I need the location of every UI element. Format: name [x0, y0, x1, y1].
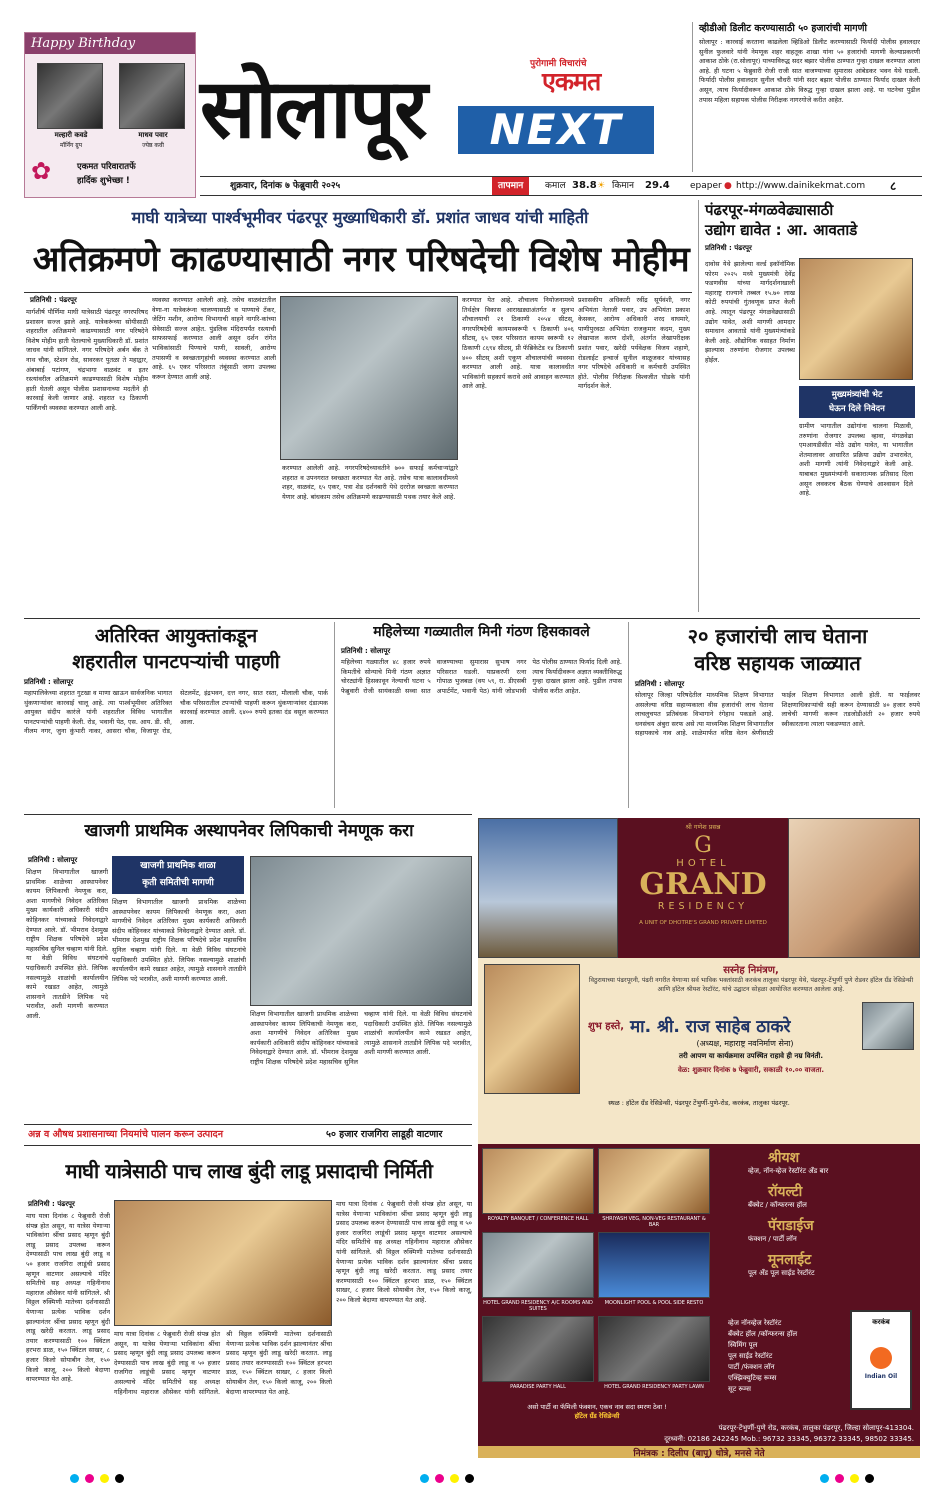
birthday-photo-1	[37, 63, 103, 129]
chief-guest-name: मा. श्री. राज साहेब ठाकरे	[630, 1017, 791, 1037]
ladu-banner	[24, 1124, 472, 1146]
lach-headline-1: २० हजारांची लाच घेताना	[687, 624, 868, 648]
chief-guest-role: (अध्यक्ष, महाराष्ट्र नवनिर्माण सेना)	[696, 1039, 794, 1048]
royalty-photo	[482, 1148, 594, 1214]
birthday-photo-2	[119, 63, 185, 129]
family-note	[482, 1402, 712, 1420]
venue-1-title: श्रीयश	[768, 1150, 800, 1166]
ladu-photo	[114, 1200, 332, 1326]
mini-byline: प्रतिनिधी : सोलापूर	[341, 647, 391, 655]
khajgi-byline: प्रतिनिधी : सोलापूर	[28, 856, 78, 864]
moonlight-photo	[598, 1232, 710, 1298]
khajgi-tag-2: कृती समितीची मागणी	[142, 878, 214, 888]
lach-story	[628, 622, 920, 808]
fuel-place: करकंब	[872, 1318, 890, 1326]
main-photo	[280, 296, 458, 460]
hotel-address: पंढरपूर-टेंभुर्णी-पुणे रोड, करकंब, तालुका पंढरपूर, जिल्हा सोलापूर-413304.	[718, 1424, 914, 1432]
feature-item: पार्टी /फंक्शन लॉन	[728, 1363, 775, 1371]
event-venue: स्थळ : हॉटेल ग्रँड रेसिडेन्सी, पंढरपूर टेंभुर्णी-पुणे-रोड, करकंब, तालुका पंढरपूर.	[608, 1099, 790, 1107]
feature-item: पूल साईड रेस्टॉरंट	[728, 1352, 773, 1360]
ladu-banner-right: ५० हजार राजगिरा लाडूही वाटणार	[326, 1129, 443, 1140]
invite-body: विठुरायाच्या पंढरपूरनी, पंढरी नगरीत येणाऱ्या सर्व भाविक भक्तांसाठी करकंब तालुका पंढरपूर येथे, पंढरपूर-टेंभुर्णी पुणे रोडवर हॉटेल ग्रँड रेसिडेन्सी आणि हॉटेल श्रीयश रेस्टॉरंट, यांचे उद्घाटन सोहळा आयोजित करण्यात आलेला आहे.	[588, 977, 914, 993]
hotel-photo-grid	[482, 1148, 712, 1404]
ekmat-tagline: पुरोगामी विचारांचे	[530, 59, 587, 69]
udyog-body-2: ग्रामीण भागातील उद्योगांना चालना मिळावी, तरुणांना रोजगार उपलब्ध व्हावा, मंगळवेढा एमआयडीसीत मोठे उद्योग यावेत, या भागातील शेतमालावर आधारित प्रक्रिया उद्योग उभारावेत, अशी मागणी त्यांनी निवेदनाद्वारे केली आहे. याबाबत मुख्यमंत्र्यांनी सकारात्मक प्रतिसाद दिला असून लवकरच बैठक घेण्याचे आश्वासन दिले आहे.	[799, 422, 913, 498]
birthday-name-2: माधव पवार	[138, 131, 168, 139]
hotel-label: HOTEL	[676, 858, 730, 869]
panta-story	[24, 622, 328, 808]
residency-caption: HOTEL GRAND RESIDENCY A/C ROOMS AND SUITES	[483, 1300, 593, 1312]
venue-3-title: पॅराडाईज	[768, 1218, 814, 1234]
paradise-caption: PARADISE PARTY HALL	[510, 1384, 566, 1390]
registration-dots-left	[70, 1474, 124, 1483]
birthday-box	[24, 32, 196, 198]
udyog-story	[698, 200, 920, 612]
ganesh-badge: श्री गणेश प्रसन्न	[685, 823, 721, 831]
main-col-4: करण्यात येत आहे. शौचालय नियोजनामध्ये तिर्थक्षेत्र विकास आराखड्याअंतर्गत व सुलभ शौचालयाची २१ ठिकाणी २०५४ सीटस्, नगरपरिषदेची कायमस्वरूपी ९ ठिकाणी ४०६ सीटस्, ६५ एकर परिसरात कायम स्वरूपी १२ ठिकाणी ८६९४ सीटस्, प्री फॅब्रिकेटेड १४ ठिकाणी ४०० सीटस् अशी एकूण शौचालयांची व्यवस्था करण्यात आली आहे. यात्रा कालावधीत भाविकांनी सहकार्य करावे असे आवाहन करण्यात आले आहे.	[462, 296, 574, 391]
guest-inset-photo	[862, 1002, 914, 1050]
hotel-grand: GRAND	[639, 867, 767, 902]
udyog-caption-1: मुख्यमंत्र्यांची भेट	[831, 390, 883, 400]
lawn-caption: HOTEL GRAND RESIDENCY PARTY LAWN	[604, 1384, 704, 1390]
hotel-phone: दूरध्वनी: 02186 242245 Mob.: 96732 33345, 96372 33345, 98502 33345.	[664, 1435, 914, 1443]
birthday-role-1: मॉर्निंग ग्रुप	[59, 142, 83, 149]
feature-item: एक्झिक्युटिव्ह रूम्स	[728, 1374, 777, 1382]
venue-2-sub: बँक्वेट / कॉन्फरन्स हॉल	[748, 1201, 807, 1209]
royalty-caption: ROYALTY BANQUET / CONFERENCE HALL	[487, 1216, 589, 1222]
feature-item: व्हेज नॉनव्हेज रेस्टॉरंट	[728, 1319, 782, 1327]
birthday-name-1: मल्हारी कवडे	[54, 131, 88, 139]
residency-photo	[482, 1232, 594, 1298]
venue-3-sub: फंक्शन / पार्टी लॉन	[748, 1235, 797, 1243]
feature-list	[728, 1318, 848, 1395]
lach-body: सोलापूर जिल्हा परिषदेतील माध्यमिक शिक्षण विभागात असलेल्या वरिष्ठ सहाय्यकाला वीस हजारांची लाच घेताना लाचलुचपत प्रतिबंधक विभागाने रंगेहाथ पकडले आहे. धनसंचय अंबुरा सरफ असे त्या माध्यमिक शिक्षण विभागातील सहायकाचे नाव आहे. शाळेमार्फत वरिष्ठ वेतन श्रेणीसाठी फाईल शिक्षण विभागात आली होती. या फाईलवर शिक्षणाधिकाऱ्यांची सही करून देण्यासाठी ४० हजार रुपये लाचेची मागणी करून तडजोडीअंती २० हजार रुपये स्वीकारताना त्याला पकडण्यात आले.	[635, 691, 920, 738]
lach-headline-2: वरिष्ठ सहायक जाळ्यात	[694, 651, 861, 675]
fuel-brand: Indian Oil	[864, 1373, 898, 1380]
family-name: हॉटेल ग्रँड रेसिडेन्सी	[574, 1412, 620, 1420]
ladu-byline: प्रतिनिधी : पंढरपूर	[28, 1200, 75, 1208]
top-right-brief	[692, 22, 920, 172]
invite-line: तरी आपण या कार्यक्रमास उपस्थित राहावे ही नम्र विनंती.	[678, 1052, 823, 1060]
vitthal-photo	[484, 964, 580, 1094]
panta-body: महापालिकेच्या शहरात गुटखा व माणा खाऊन सार्वजनिक भागात थुंकणाऱ्यांवर कारवाई चालू आहे. त्या पार्श्वभूमीवर अतिरिक्त आयुक्त संदीप कारंजे यांनी शहरातील विविध भागातील पानटपऱ्यांची पाहणी केली. रोड, भवानी पेठ, एस. आय. डी. सी, नीलम नगर, जुना कुंभारी नाका, आसरा चौक, विजापूर रोड, सेटलमेंट, इंद्रभवन, दत्त नगर, सात रस्ता, मौलाली चौक, पार्क चौक परिसरातील टपऱ्यांची पाहणी करून थुंकणाऱ्यांवर दंडात्मक कारवाई करण्यात आली. ६४०० रुपये इतका दंड वसूल करण्यात आला.	[24, 689, 328, 736]
main-col-2: व्यवस्था करण्यात आलेली आहे. तसेच वाळवंटातील वेणा-ना यात्रेकरूंना चालण्यासाठी व पाण्याचे टँकर, जेटिंग मशीन, आरोग्य विभागाची वाहने नागरि-कांच्या सेवेसाठी सज्ज आहेत. पुंडलिक मंदिरापर्यंत रस्त्याची साफसफाई करण्यात आली असून दर्शन रांगेत भाविकांसाठी पिण्याचे पाणी, सावली, आरोग्य तपासणी व स्वच्छतागृहांची व्यवस्था करण्यात आली आहे. ६५ एकर परिसरात तंबूंसाठी जागा उपलब्ध करून देण्यात आली आहे.	[152, 296, 276, 381]
ekmat-brand: एकमत	[542, 67, 601, 96]
next-logo: NEXT	[458, 106, 654, 154]
max-value: 38.8	[572, 180, 597, 191]
khajgi-body-cont: शिक्षण विभागातील खाजगी प्राथमिक शाळेच्या आस्थापनेवर कायम लिपिकाची नेमणूक करा, अशा मागणीचे निवेदन अतिरिक्त मुख्य कार्यकारी अधिकारी संदीप कोहिनकर यांच्याकडे निवेदनाद्वारे देण्यात आले. डॉ. भीमराव देशमुख राष्ट्रीय शिक्षक परिषदेचे प्रदेश महासचिव सुनिल चव्हाण यांनी दिले. या वेळी विविध संघटनांचे पदाधिकारी उपस्थित होते. लिपिक नसल्यामुळे शाळांची कार्यालयीन कामे रखडत आहेत, त्यामुळे शासनाने तातडीने लिपिक पदे भरावीत, अशी मागणी करण्यात आली.	[112, 898, 246, 983]
main-byline: प्रतिनिधी : पंढरपूर	[30, 296, 77, 304]
main-col-3: करण्यात आलेली आहे. नगरपरिषदेच्यावतीने ७०० सफाई कर्मचाऱ्यांद्वारे शहरात व उपनगरात स्वच्छता करण्यात येत आहे. तसेच यात्रा कालावधीमध्ये शहर, वाळवंट, ६५ एकर, पत्रा शेड दर्शनबारी येथे दररोज स्वच्छता करण्यात येणार आहे. बांधकाम तसेच अतिक्रमणे काढण्यासाठी पथक तयार केले आहे.	[282, 464, 458, 501]
page-number: ८	[890, 179, 897, 193]
mini-body: महिलेच्या गळ्यातील ४८ हजार रुपये किमतीचे सोन्याचे मिनी गंठण अज्ञात चोरट्यांनी हिसकावून नेल्याची घटना ५ फेब्रुवारी रोजी सायंकाळी सव्वा सात वाजण्याच्या सुमारास सुभाष नगर परिसरात घडली. याप्रकरणी रत्ना गोपाळ भुजबळ (वय ५९, रा. डीएसबी अपार्टमेंट, भवानी पेठ) यांनी जोडभावी पेठ पोलीस ठाण्यात फिर्याद दिली आहे. त्याच फिर्यादीवरून अज्ञात व्यक्तीविरुद्ध गुन्हा दाखल झाला आहे. पुढील तपास पोलीस करीत आहेत.	[341, 658, 622, 695]
udyog-caption	[799, 386, 915, 418]
hotel-monogram-icon: G	[694, 833, 712, 858]
main-headline: अतिक्रमणे काढण्यासाठी नगर परिषदेची विशेष मोहीम	[32, 240, 690, 280]
birthday-role-2: ज्येष्ठ कवी	[142, 142, 164, 149]
khajgi-body-bottom: शिक्षण विभागातील खाजगी प्राथमिक शाळेच्या आस्थापनेवर कायम लिपिकाची नेमणूक करा, अशा मागणीचे निवेदन अतिरिक्त मुख्य कार्यकारी अधिकारी संदीप कोहिनकर यांच्याकडे निवेदनाद्वारे देण्यात आले. डॉ. भीमराव देशमुख राष्ट्रीय शिक्षक परिषदेचे प्रदेश महासचिव सुनिल चव्हाण यांनी दिले. या वेळी विविध संघटनांचे पदाधिकारी उपस्थित होते. लिपिक नसल्यामुळे शाळांची कार्यालयीन कामे रखडत आहेत, त्यामुळे शासनाने तातडीने लिपिक पदे भरावीत, अशी मागणी करण्यात आली.	[250, 1010, 472, 1066]
top-right-headline: व्हीडीओ डिलीट करण्यासाठी ५० हजारांची मागणी	[699, 23, 867, 34]
fuel-pump-sign	[850, 1310, 912, 1410]
udyog-body: दावोस येथे झालेल्या वर्ल्ड इकॉनॉमिक फोरम २०२५ मध्ये मुख्यमंत्री देवेंद्र फडणवीस यांच्या मार्गदर्शनाखाली महाराष्ट्र राज्याने तब्बल १५.७० लाख कोटी रुपयांची गुंतवणूक प्राप्त केली आहे. त्यातून पंढरपूर मंगळवेढ्यासाठी उद्योग यावेत, अशी मागणी आमदार समाधान आवताडे यांनी मुख्यमंत्र्यांकडे केली आहे. औद्योगिक वसाहत निर्माण झाल्यास तरुणांना रोजगार उपलब्ध होईल.	[705, 260, 795, 364]
min-label: किमान	[612, 181, 634, 191]
family-note-line: असो पार्टी वा फॅमिली फंक्शन, एकच नाव सदा स्मरण ठेवा !	[527, 1403, 667, 1411]
main-kicker: माघी यात्रेच्या पार्श्वभूमीवर पंढरपूर मुख्याधिकारी डॉ. प्रशांत जाधव यांची माहिती	[131, 208, 589, 227]
hotel-advertisement	[478, 818, 920, 1458]
ladu-body: माघ यात्रा दिनांक ८ फेब्रुवारी रोजी संपन्न होत असून, या यात्रेस येणाऱ्या भाविकांना श्रींचा प्रसाद म्हणून बुंदी लाडू प्रसाद उपलब्ध करून देण्यासाठी पाच लाख बुंदी लाडू व ५० हजार राजगिरा लाडूंची प्रसाद म्हणून वाटणार असल्याचे मंदिर समितीचे सह अध्यक्ष गहिनीनाथ महाराज औसेकर यांनी सांगितले. श्री विठ्ठल रुक्मिणी मातेच्या दर्शनासाठी येणाऱ्या प्रत्येक भाविक दर्शन झाल्यानंतर श्रींचा प्रसाद म्हणून बुंदी लाडू खरेदी करतात. लाडू प्रसाद तयार करण्यासाठी १०० क्विंटल हरभरा डाळ, १५० क्विंटल साखर, ८ हजार किलो सोयाबीन तेल, १५० किलो काजू, २०० किलो बेदाणा वापरण्यात येत आहे.	[26, 1212, 110, 1384]
hotel-organizer: निमंत्रक : दिलीप (बापू) धोत्रे, मनसे नेते	[478, 1446, 920, 1458]
epaper-link[interactable]: http://www.dainikekmat.com	[736, 181, 866, 191]
hotel-residency: RESIDENCY	[657, 901, 749, 912]
hotel-unit: A UNIT OF DHOTRE'S GRAND PRIVATE LIMITED	[639, 920, 767, 926]
mini-story	[334, 622, 622, 808]
registration-dots-center	[420, 1474, 474, 1483]
udyog-caption-2: घेऊन दिले निवेदन	[829, 404, 885, 414]
masthead-title: सोलापूर	[200, 62, 426, 157]
shriyash-caption: SHRIYASH VEG, NON-VEG RESTAURANT & BAR	[602, 1216, 706, 1228]
birthday-title: Happy Birthday	[25, 33, 195, 54]
ladu-body-bottom: माघ यात्रा दिनांक ८ फेब्रुवारी रोजी संपन्न होत असून, या यात्रेस येणाऱ्या भाविकांना श्रींचा प्रसाद म्हणून बुंदी लाडू प्रसाद उपलब्ध करून देण्यासाठी पाच लाख बुंदी लाडू व ५० हजार राजगिरा लाडूंची प्रसाद म्हणून वाटणार असल्याचे मंदिर समितीचे सह अध्यक्ष गहिनीनाथ महाराज औसेकर यांनी सांगितले. श्री विठ्ठल रुक्मिणी मातेच्या दर्शनासाठी येणाऱ्या प्रत्येक भाविक दर्शन झाल्यानंतर श्रींचा प्रसाद म्हणून बुंदी लाडू खरेदी करतात. लाडू प्रसाद तयार करण्यासाठी १०० क्विंटल हरभरा डाळ, १५० क्विंटल साखर, ८ हजार किलो सोयाबीन तेल, १५० किलो काजू, २०० किलो बेदाणा वापरण्यात येत आहे.	[114, 1330, 332, 1396]
udyog-headline-1: पंढरपूर-मंगळवेढ्यासाठी	[705, 201, 834, 219]
lawn-photo	[598, 1316, 710, 1382]
ladu-banner-left: अन्न व औषध प्रशासनाच्या नियमांचे पालन करून उत्पादन	[28, 1129, 223, 1140]
indian-oil-logo-icon	[870, 1347, 892, 1369]
khajgi-tag-1: खाजगी प्राथमिक शाळा	[140, 861, 216, 871]
main-col-1: मार्गशीर्ष पौर्णिमा माघी यात्रेसाठी पंढरपूर नगरपरिषद प्रशासन सज्ज झाले आहे. यात्रेकरूंच्या सोयीसाठी शहरातील अतिक्रमणे काढण्यासाठी नगर परिषदेने विशेष मोहीम हाती घेतल्याचे मुख्याधिकारी डॉ. प्रशांत जाधव यांनी सांगितले. नगर परिषदेने अर्बन बँक ते नाथ चौक, स्टेशन रोड, सावरकर पुतळा ते महाद्वार, अंबाबाई पटांगण, चंद्रभागा वाळवंट व इतर रस्त्यांवरील अतिक्रमणे काढण्यासाठी विशेष मोहीम हाती घेतली असून पोलीस प्रशासनाच्या मदतीने ही कारवाई केली जाणार आहे. शहरात १३ ठिकाणी पार्किंगची व्यवस्था करण्यात आली आहे.	[26, 308, 148, 412]
moonlight-caption: MOONLIGHT POOL & POOL SIDE RESTO	[604, 1300, 704, 1306]
venue-1-sub: व्हेज, नॉन-व्हेज रेस्टॉरंट अँड बार	[748, 1167, 829, 1175]
sun-icon: ☀	[597, 181, 606, 191]
top-right-body: सोलापूर : कारवाई करताना काढलेला व्हिडिओ डिलीट करण्यासाठी फिर्यादी पोलीस हवालदार सुनील फुलवारे यांनी नेमणूक शहर वाहतूक शाखा यांना ५० हजारांची मागणी केल्याप्रकरणी आकाश ठोके (रा.सोलापूर) याच्याविरुद्ध सदर बझार पोलीस ठाण्यात गुन्हा दाखल करण्यात आला आहे. ही घटना ५ फेब्रुवारी रोजी राजी सात वाजण्याच्या सुमारास आंबेडकर भवन येथे घडली. फिर्यादी पोलीस हवालदार सुनील चौधरी यांनी सदर बझार पोलीस ठाण्यात फिर्याद दाखल केली असून, त्याच फिर्यादीवरून आकाश ठोके विरुद्ध गुन्हा दाखल झाला आहे. या घटनेचा पुढील तपास महिला सहायक पोलीस निरीक्षक नागरगोजे करीत आहेत.	[699, 38, 920, 104]
temp-label: तापमान	[492, 177, 529, 195]
khajgi-tag	[112, 856, 244, 894]
hotel-logo-block	[618, 818, 788, 958]
venue-2-title: रॉयल्टी	[768, 1184, 803, 1200]
dateline-bar	[200, 176, 922, 196]
panta-headline-2: शहरातील पानटपऱ्यांची पाहणी	[72, 651, 280, 673]
panta-byline: प्रतिनिधी : सोलापूर	[24, 678, 74, 686]
panta-headline-1: अतिरिक्त आयुक्तांकडून	[94, 625, 258, 647]
invite-title: सस्नेह निमंत्रण,	[723, 965, 779, 976]
mini-headline: महिलेच्या गळ्यातील मिनी गंठण हिसकावले	[373, 624, 590, 640]
event-datetime: वेळ: शुक्रवार दिनांक ७ फेब्रुवारी, सकाळी १०.०० वाजता.	[677, 1066, 825, 1074]
venue-4-title: मूनलाईट	[768, 1252, 812, 1268]
epaper-label: epaper	[690, 181, 722, 191]
feature-item: बँक्वेट हॉल /कॉन्फरन्स हॉल	[728, 1330, 798, 1338]
flower-icon: ✿	[31, 157, 52, 185]
invite-panel	[478, 958, 920, 1144]
hotel-building-photo	[478, 818, 618, 958]
ladu-headline: माघी यात्रेसाठी पाच लाख बुंदी लाडू प्रसादाची निर्मिती	[65, 1159, 433, 1183]
khajgi-body: शिक्षण विभागातील खाजगी प्राथमिक शाळेच्या आस्थापनेवर कायम लिपिकाची नेमणूक करा, अशा मागणीचे निवेदन अतिरिक्त मुख्य कार्यकारी अधिकारी संदीप कोहिनकर यांच्याकडे निवेदनाद्वारे देण्यात आले. डॉ. भीमराव देशमुख राष्ट्रीय शिक्षक परिषदेचे प्रदेश महासचिव सुनिल चव्हाण यांनी दिले. या वेळी विविध संघटनांचे पदाधिकारी उपस्थित होते. लिपिक नसल्यामुळे शाळांची कार्यालयीन कामे रखडत आहेत, त्यामुळे शासनाने तातडीने लिपिक पदे भरावीत, अशी मागणी करण्यात आली.	[26, 868, 108, 1020]
birthday-wishes-2: हार्दिक शुभेच्छा !	[77, 176, 130, 186]
shubh-haste: शुभ हस्ते,	[588, 1021, 625, 1032]
venue-4-sub: पूल अँड पूल साईड रेस्टॉरंट	[748, 1269, 815, 1277]
khajgi-photo	[250, 856, 472, 1006]
paradise-photo	[482, 1316, 594, 1382]
khajgi-headline: खाजगी प्राथमिक अस्थापनेवर लिपिकाची नेमणूक करा	[84, 821, 414, 841]
ladu-body-right: माघ यात्रा दिनांक ८ फेब्रुवारी रोजी संपन्न होत असून, या यात्रेस येणाऱ्या भाविकांना श्रींचा प्रसाद म्हणून बुंदी लाडू प्रसाद उपलब्ध करून देण्यासाठी पाच लाख बुंदी लाडू व ५० हजार राजगिरा लाडूंची प्रसाद म्हणून वाटणार असल्याचे मंदिर समितीचे सह अध्यक्ष गहिनीनाथ महाराज औसेकर यांनी सांगितले. श्री विठ्ठल रुक्मिणी मातेच्या दर्शनासाठी येणाऱ्या प्रत्येक भाविक दर्शन झाल्यानंतर श्रींचा प्रसाद म्हणून बुंदी लाडू खरेदी करतात. लाडू प्रसाद तयार करण्यासाठी १०० क्विंटल हरभरा डाळ, १५० क्विंटल साखर, ८ हजार किलो सोयाबीन तेल, १५० किलो काजू, २०० किलो बेदाणा वापरण्यात येत आहे.	[336, 1200, 472, 1304]
globe-icon: ●	[724, 181, 732, 191]
udyog-byline: प्रतिनिधी : पंढरपूर	[705, 244, 752, 252]
birthday-wishes-1: एकमत परिवारातर्फे	[77, 162, 136, 172]
min-value: 29.4	[645, 180, 670, 191]
shriyash-photo	[598, 1148, 710, 1214]
lach-byline: प्रतिनिधी : सोलापूर	[635, 680, 685, 688]
udyog-photo	[799, 258, 913, 380]
registration-dots-right	[820, 1474, 874, 1483]
main-col-5: प्रशासकीय अधिकारी रवींद्र सूर्यवंशी, नगर अभियंता नेताजी पवार, उप अभियंता प्रकाश केसकर, आरोग्य अधिकारी शरद वाघमारे, पाणीपुरवठा अभियंता राजकुमार कदम, मुख्य लेखापाल करण दोशी, अंतर्गत लेखापरीक्षक प्रशांत पवार, खरेदी पर्यवेक्षक विजय शहाणे, रोडलाईट इन्चार्ज सुनील वाळूजकर यांच्यासह नगर परिषदेचे अधिकारी व कर्मचारी उपस्थित होते. पोलीस निरीक्षक विश्वजीत घोडके यांनी मार्गदर्शन केले.	[578, 296, 690, 391]
chief-guest-photo	[788, 818, 920, 958]
udyog-headline-2: उद्योग द्यावेत : आ. आवताडे	[705, 221, 858, 239]
date-text: शुक्रवार, दिनांक ७ फेब्रुवारी २०२५	[230, 181, 341, 191]
feature-item: स्विमिंग पूल	[728, 1341, 758, 1349]
max-label: कमाल	[545, 181, 566, 191]
feature-item: सूट रूम्स	[728, 1385, 751, 1393]
